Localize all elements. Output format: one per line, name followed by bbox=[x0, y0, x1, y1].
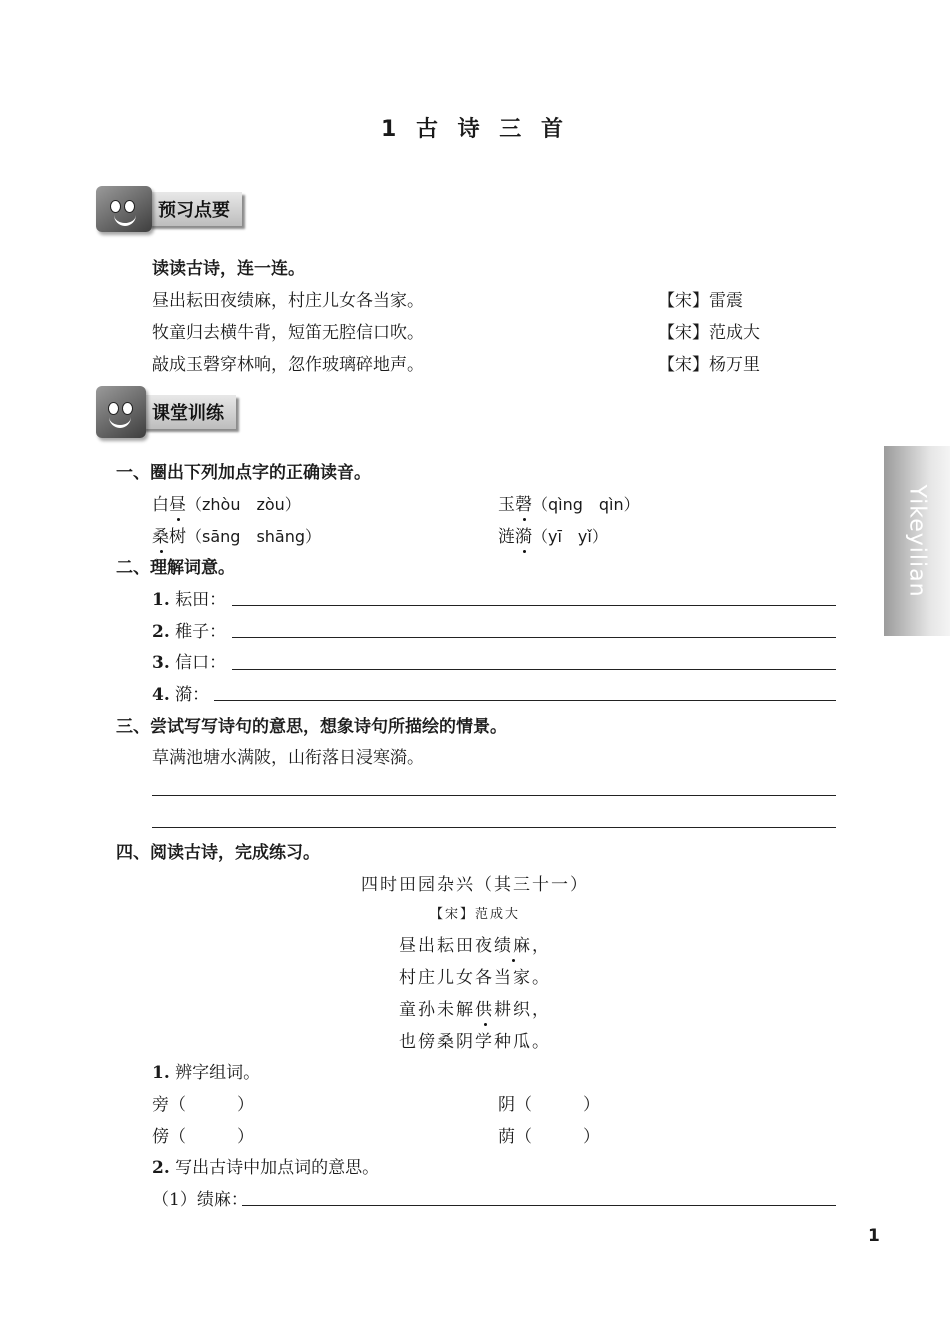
answer-line-q2-4[interactable] bbox=[214, 700, 836, 701]
q2-item-1: 1. 耘田： bbox=[152, 590, 227, 610]
q1-item-3: 桑树（sāng shāng） bbox=[152, 522, 321, 547]
q4-sub1-pair-2-right[interactable]: 荫（ ） bbox=[498, 1127, 600, 1147]
preview-line-3: 敲成玉磬穿林响，忽作玻璃碎地声。 bbox=[152, 355, 424, 375]
preview-author-1: 【宋】雷震 bbox=[658, 291, 743, 311]
poem-line-4: 也傍桑阴学种瓜。 bbox=[399, 1032, 551, 1052]
answer-line-q3-1[interactable] bbox=[152, 795, 836, 796]
classroom-badge-label: 课堂训练 bbox=[142, 395, 236, 429]
q1-item-1: 白昼（zhòu zòu） bbox=[152, 490, 301, 515]
side-tab bbox=[884, 446, 950, 636]
q4-sub1-pair-2-left[interactable]: 傍（ ） bbox=[152, 1127, 254, 1147]
preview-badge-label: 预习点要 bbox=[148, 192, 242, 226]
q1-heading: 一、圈出下列加点字的正确读音。 bbox=[116, 463, 371, 483]
q2-item-3: 3. 信口： bbox=[152, 653, 227, 673]
emphasis-dot: 昼 bbox=[169, 490, 186, 515]
emphasis-dot: 绩麻 bbox=[494, 931, 532, 956]
emphasis-dot: 供 bbox=[475, 995, 494, 1020]
q4-sub2-item-1: （1）绩麻： bbox=[152, 1190, 248, 1210]
q4-heading: 四、阅读古诗，完成练习。 bbox=[116, 843, 320, 863]
answer-line-q2-2[interactable] bbox=[232, 637, 836, 638]
q3-heading: 三、尝试写写诗句的意思，想象诗句所描绘的情景。 bbox=[116, 717, 507, 737]
poem-title: 四时田园杂兴（其三十一） bbox=[361, 875, 589, 895]
q2-heading: 二、理解词意。 bbox=[116, 558, 235, 578]
answer-line-q2-1[interactable] bbox=[232, 605, 836, 606]
q1-item-2: 玉磬（qìng qìn） bbox=[498, 490, 640, 515]
page-number: 1 bbox=[868, 1226, 880, 1246]
classroom-badge bbox=[96, 386, 236, 438]
side-tab-text: Yikeyilian bbox=[904, 484, 930, 598]
q3-verse: 草满池塘水满陂，山衔落日浸寒漪。 bbox=[152, 748, 424, 768]
page-title: 1 古 诗 三 首 bbox=[381, 117, 569, 142]
emphasis-dot: 磬 bbox=[515, 490, 532, 515]
emphasis-dot: 漪 bbox=[515, 522, 532, 547]
answer-line-q4-sub2-1[interactable] bbox=[242, 1205, 836, 1206]
preview-instruction: 读读古诗，连一连。 bbox=[152, 259, 305, 279]
poem-line-2: 村庄儿女各当家。 bbox=[399, 968, 551, 988]
q1-item-4: 涟漪（yī yǐ） bbox=[498, 522, 608, 547]
mascot-face-icon bbox=[96, 386, 146, 438]
preview-line-2: 牧童归去横牛背，短笛无腔信口吹。 bbox=[152, 323, 424, 343]
preview-author-3: 【宋】杨万里 bbox=[658, 355, 760, 375]
answer-line-q3-2[interactable] bbox=[152, 827, 836, 828]
poem-author: 【宋】范成大 bbox=[429, 907, 520, 922]
book-mascot-icon bbox=[96, 186, 152, 232]
q2-item-4: 4. 漪： bbox=[152, 685, 210, 705]
q4-sub1-pair-1-right[interactable]: 阴（ ） bbox=[498, 1095, 600, 1115]
q4-sub1: 1. 辨字组词。 bbox=[152, 1063, 261, 1083]
answer-line-q2-3[interactable] bbox=[232, 669, 836, 670]
emphasis-dot: 桑 bbox=[152, 522, 169, 547]
poem-line-1: 昼出耘田夜绩麻， bbox=[0, 931, 950, 956]
preview-line-1: 昼出耘田夜绩麻，村庄儿女各当家。 bbox=[152, 291, 424, 311]
q4-sub2: 2. 写出古诗中加点词的意思。 bbox=[152, 1158, 380, 1178]
q2-item-2: 2. 稚子： bbox=[152, 622, 227, 642]
preview-badge bbox=[96, 186, 242, 232]
poem-line-3: 童孙未解供耕织， bbox=[0, 995, 950, 1020]
q4-sub1-pair-1-left[interactable]: 旁（ ） bbox=[152, 1095, 254, 1115]
preview-author-2: 【宋】范成大 bbox=[658, 323, 760, 343]
